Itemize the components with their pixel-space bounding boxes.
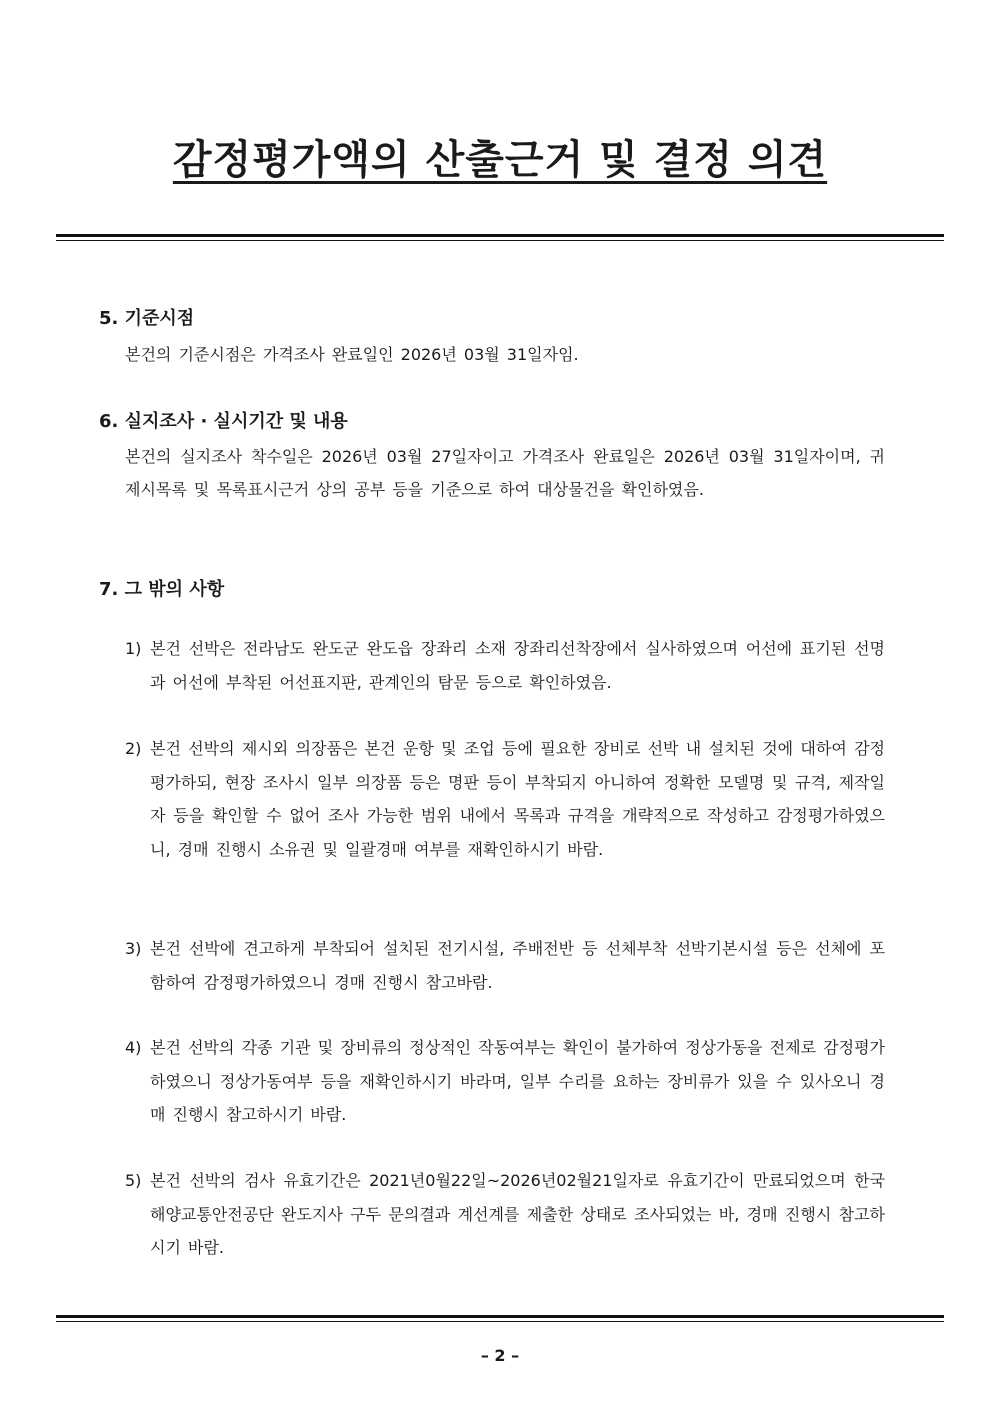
list-item-3	[125, 932, 885, 999]
section-heading-6: 6. 실지조사 · 실시기간 및 내용	[99, 411, 348, 432]
list-item-2	[125, 732, 885, 866]
list-item-text: 본건 선박의 제시외 의장품은 본건 운항 및 조업 등에 필요한 장비로 선박 내 설치된 것에 대하여 감정평가하되, 현장 조사시 일부 의장품 등은 명판 등이 부착되지 아니하여 정확한 모델명 및 규격, 제작일자 등을 확인할 수 없어 조사 가능한 범위 내에서 목록과 규격을 개략적으로 작성하고 감정평가하였으니, 경매 진행시 소유권 및 일괄경매 여부를 재확인하시기 바람.	[150, 739, 885, 859]
list-item-number: 2)	[125, 739, 142, 758]
section-text-6: 본건의 실지조사 착수일은 2026년 03월 27일자이고 가격조사 완료일은 2026년 03월 31일자이며, 귀 제시목록 및 목록표시근거 상의 공부 등을 기준으로 하여 대상물건을 확인하였음.	[125, 447, 885, 499]
document-title-text: 감정평가액의 산출근거 및 결정 의견	[172, 137, 828, 183]
list-item-number: 1)	[125, 639, 142, 658]
section-heading-5: 5. 기준시점	[99, 308, 195, 329]
list-item-5	[125, 1164, 885, 1265]
list-item-text: 본건 선박에 견고하게 부착되어 설치된 전기시설, 주배전반 등 선체부착 선박기본시설 등은 선체에 포함하여 감정평가하였으니 경매 진행시 참고바람.	[150, 939, 885, 992]
section-heading-7: 7. 그 밖의 사항	[99, 579, 225, 600]
list-item-number: 5)	[125, 1171, 142, 1190]
footer-divider	[56, 1315, 944, 1322]
list-item-number: 3)	[125, 939, 142, 958]
list-item-text: 본건 선박은 전라남도 완도군 완도읍 장좌리 소재 장좌리선착장에서 실사하였으며 어선에 표기된 선명과 어선에 부착된 어선표지판, 관계인의 탐문 등으로 확인하였음.	[150, 639, 885, 692]
list-item-1	[125, 632, 885, 699]
list-item-number: 4)	[125, 1038, 142, 1057]
list-item-4	[125, 1031, 885, 1132]
list-item-text: 본건 선박의 각종 기관 및 장비류의 정상적인 작동여부는 확인이 불가하여 정상가동을 전제로 감정평가하였으니 정상가동여부 등을 재확인하시기 바라며, 일부 수리를 요하는 장비류가 있을 수 있사오니 경매 진행시 참고하시기 바람.	[150, 1038, 885, 1124]
page-number: – 2 –	[480, 1346, 520, 1365]
document-title	[0, 132, 1000, 188]
section-text-5: 본건의 기준시점은 가격조사 완료일인 2026년 03월 31일자임.	[125, 345, 579, 364]
list-item-text: 본건 선박의 검사 유효기간은 2021년0월22일~2026년02월21일자로 유효기간이 만료되었으며 한국해양교통안전공단 완도지사 구두 문의결과 계선계를 제출한 상태로 조사되었는 바, 경매 진행시 참고하시기 바람.	[150, 1171, 885, 1257]
header-divider	[56, 234, 944, 241]
